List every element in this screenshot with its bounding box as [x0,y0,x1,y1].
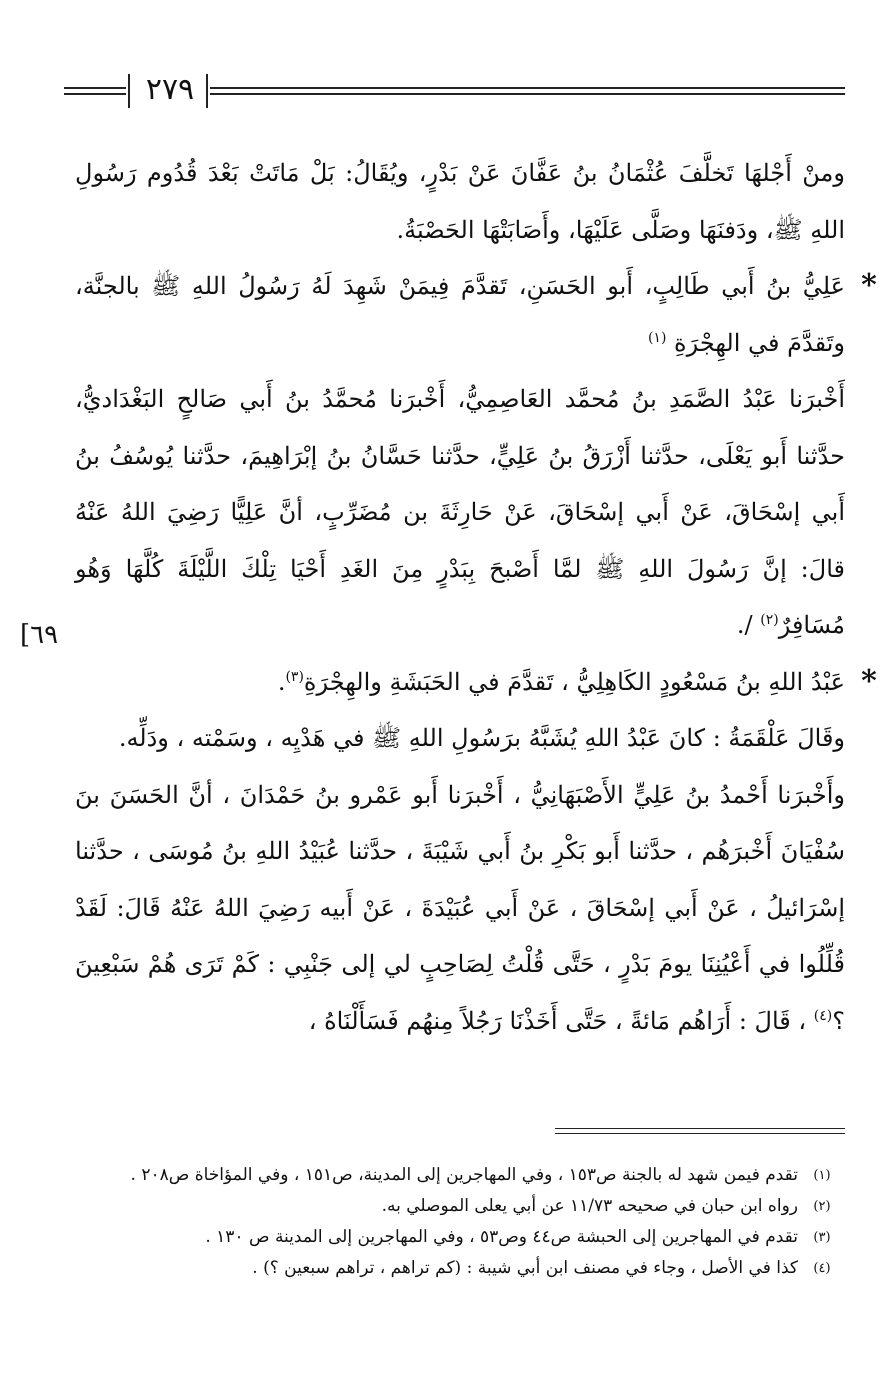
entry-ali [75,258,877,371]
footnote-ref-1: (١) [647,329,667,346]
header-bar-right [206,74,208,108]
footnote-4 [60,1253,840,1284]
footnote-separator-top [555,1128,845,1129]
paragraph-4-text: وأَخْبرَنا أَحْمدُ بنُ عَلِيٍّ الأَصْبَهَانِيُّ ، أَخْبرَنا أَبو عَمْرو بنُ حَمْدَانَ ، أنَّ الحَسَنَ بنَ سُفْيَانَ أَخْبرَهُم ، حدَّثنا أَبو بَكْرِ بنُ أَبي شَيْبَةَ ، حدَّثنا عُبَيْدُ اللهِ بنُ مُوسَى ، حدَّثنا إسْرَائيلُ ، عَنْ أَبي إسْحَاقَ ، عَنْ أَبي عُبَيْدَةَ ، عَنْ أَبيه رَضِيَ اللهُ عَنْهُ قَالَ: لَقَدْ قُلِّلُوا في أَعْيُنِنَا يومَ بَدْرٍ ، حَتَّى قُلْتُ لِصَاحِبٍ لي إلى جَنْبِي : كَمْ تَرَى هُمْ سَبْعِينَ ؟ [75,780,845,1035]
footnote-ref-2: (٢) [760,612,779,628]
paragraph-3: وقَالَ عَلْقَمَةُ : كانَ عَبْدُ اللهِ يُشَبَّهُ برَسُولِ اللهِ ﷺ في هَدْيِه ، وسَمْته ، ودَلِّه. [118,724,845,752]
footnote-2 [60,1191,840,1222]
footnote-ref-4: (٤) [813,1007,833,1024]
footnote-text: رواه ابن حبان في صحيحه ١١/٧٣ عن أبي يعلى الموصلي به. [381,1196,798,1216]
paragraph-2-end: /. [736,611,761,639]
header-rule-right-bottom [210,93,845,95]
header-rule-left-bottom [64,93,126,95]
footnote-text: تقدم في المهاجرين إلى الحبشة ص٤٤ وص٥٣ ، وفي المهاجرين إلى المدينة ص ١٣٠ . [205,1227,798,1247]
footnote-text: كذا في الأصل ، وجاء في مصنف ابن أبي شيبة : (كم تراهم ، تراهم سبعين ؟) . [252,1258,798,1278]
footnote-number: (٤) [813,1261,831,1276]
bullet-star-icon: * [861,663,877,699]
main-text [75,145,877,1049]
paragraph-1: ومنْ أَجْلهَا تَخلَّفَ عُثْمَانُ بنُ عَفَّانَ عَنْ بَدْرٍ، ويُقَالُ: بَلْ مَاتَتْ بَعْدَ قُدُوم رَسُولِ اللهِ ﷺ، ودَفنَهَا وصَلَّى عَلَيْهَا، وأَصَابَتْهَا الحَصْبَةُ. [75,159,845,244]
entry-ibn-masud-end: . [277,667,286,696]
paragraph-4 [75,767,845,1050]
page-number: ٢٧٩ [145,72,195,107]
paragraph-2 [75,371,845,654]
entry-ibn-masud [75,654,877,711]
footnote-1 [60,1160,840,1191]
paragraph-2-text: أَخْبرَنا عَبْدُ الصَّمَدِ بنُ مُحمَّد العَاصِمِيُّ، أَخْبرَنا مُحمَّدُ بنُ أَبي صَالحٍ البَغْدَاديُّ، حدَّثنا أَبو يَعْلَى، حدَّثنا أَزْرَقُ بنُ عَلِيٍّ، حدَّثنا حَسَّانُ بنُ إبْرَاهِيمَ، حدَّثنا يُوسُفُ بنُ أَبي إسْحَاقَ، عَنْ أَبي إسْحَاقَ، عَنْ حَارِثَةَ بن مُضَرِّبٍ، أنَّ عَلِيًّا رَضِيَ اللهُ عَنْهُ قالَ: إنَّ رَسُولَ اللهِ ﷺ لمَّا أَصْبحَ بِبَدْرٍ مِنَ الغَدِ أَحْيَا تِلْكَ اللَّيْلَةَ كُلَّهَا وَهُو مُسَافِرٌ [75,385,846,639]
footnote-number: (٣) [813,1230,831,1245]
bullet-star-icon: * [861,268,877,303]
footnotes [60,1160,840,1284]
footnote-number: (١) [813,1168,831,1183]
footnote-ref-3: (٣) [285,668,304,685]
entry-ali-text: عَلِيُّ بنُ أَبي طَالِبٍ، أَبو الحَسَنِ، تَقدَّمَ فِيمَنْ شَهِدَ لَهُ رَسُولُ اللهِ ﷺ بالجنَّة، وتَقدَّمَ في الهِجْرَةِ [75,272,845,357]
margin-page-ref: [٦٩ [20,620,59,650]
footnote-separator-bottom [555,1133,845,1134]
footnote-text: تقدم فيمن شهد له بالجنة ص١٥٣ ، وفي المهاجرين إلى المدينة، ص١٥١ ، وفي المؤاخاة ص٢٠٨ . [130,1165,798,1185]
footnote-3 [60,1222,840,1253]
header-rule-left-top [64,87,126,89]
header-rule-right-top [210,87,845,89]
footnote-number: (٢) [813,1199,831,1214]
paragraph-4-end: ، قَالَ : أَرَاهُم مَائةً ، حَتَّى أَخَذْنَا رَجُلاً مِنهُم فَسَأَلْنَاهُ ، [308,1006,814,1035]
entry-ibn-masud-text: عَبْدُ اللهِ بنُ مَسْعُودٍ الكَاهِلِيُّ ، تَقدَّمَ في الحَبَشَةِ والهِجْرَةِ [303,667,845,696]
header-bar-left [128,74,130,108]
